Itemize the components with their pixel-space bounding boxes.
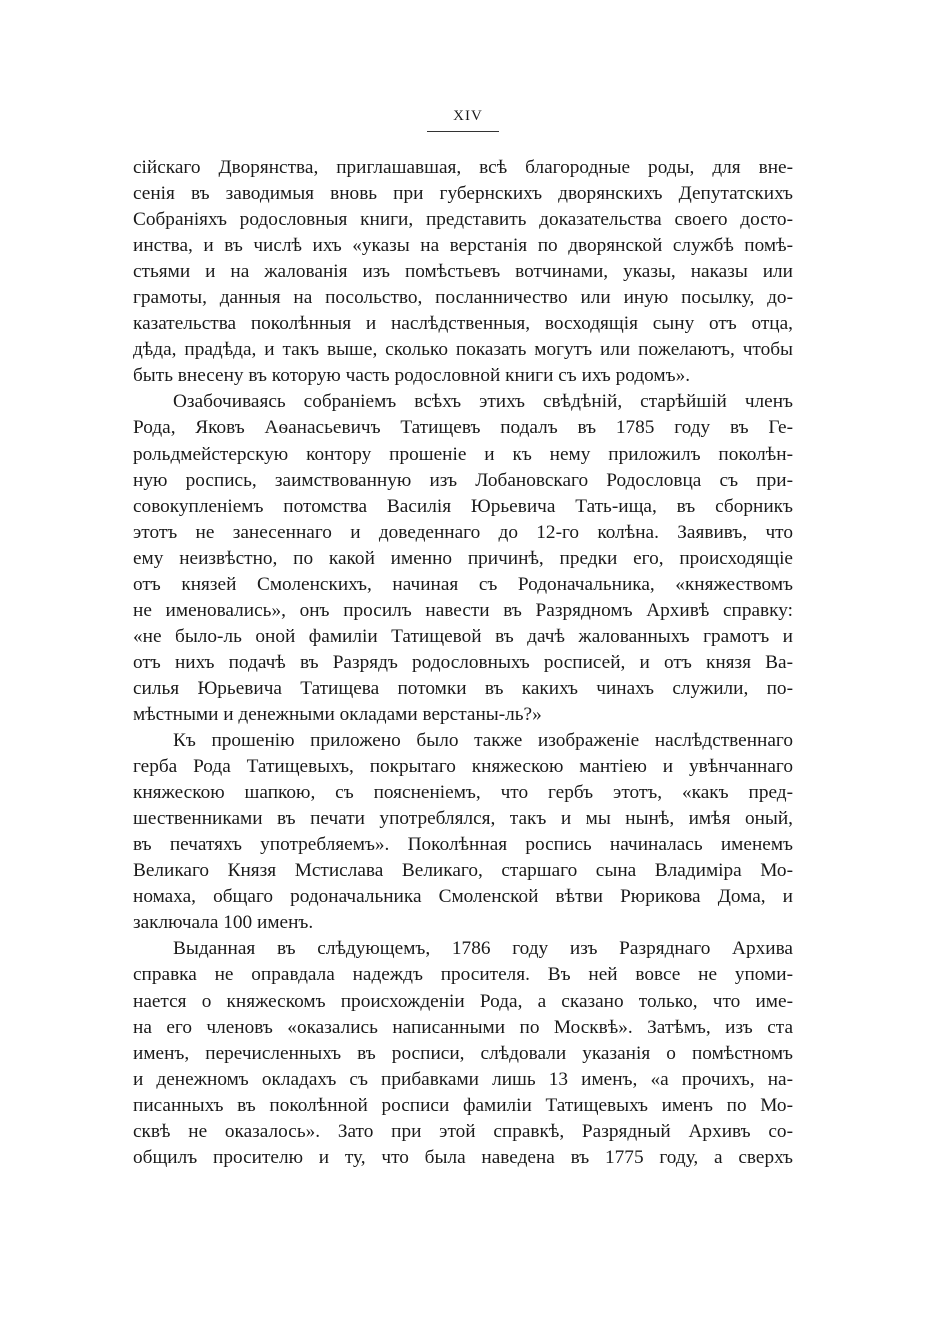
text-line: мѣстными и денежными окладами верстаны-ль?» <box>133 703 542 725</box>
text-line: Къ прошенію приложено было также изображеніе наслѣдственнаго <box>173 730 793 752</box>
text-line: шественниками въ печати употреблялся, такъ и мы нынѣ, имѣя оный, <box>133 808 793 830</box>
paragraph-2 <box>133 389 793 728</box>
text-line: именъ, перечисленныхъ въ росписи, слѣдовали указанія о помѣстномъ <box>133 1042 793 1064</box>
text-line: отъ нихъ подачѣ въ Разрядъ родословныхъ росписей, и отъ князя Ва- <box>133 651 793 673</box>
text-line: рольдмейстерскую контору прошеніе и къ нему приложилъ поколѣн- <box>133 443 793 465</box>
text-line: совокупленіемъ потомства Василія Юрьевича Тать-ища, въ сборникъ <box>133 495 793 517</box>
paragraph-3 <box>133 728 793 936</box>
text-line: быть внесену въ которую часть родословной книги съ ихъ родомъ». <box>133 365 691 387</box>
text-line: стьями и на жалованія изъ помѣстьевъ вотчинами, указы, наказы или <box>133 261 793 283</box>
paragraph-1 <box>133 155 793 389</box>
text-line: ему неизвѣстно, по какой именно причинѣ, предки его, происходящіе <box>133 547 793 569</box>
text-line: справка не оправдала надеждъ просителя. Въ ней вовсе не упоми- <box>133 964 793 986</box>
text-line: на его членовъ «оказались написанными по Москвѣ». Затѣмъ, изъ ста <box>133 1016 793 1038</box>
text-line: Выданная въ слѣдующемъ, 1786 году изъ Разряднаго Архива <box>173 938 793 960</box>
text-line: княжескою шапкою, съ поясненіемъ, что гербъ этотъ, «какъ пред- <box>133 782 793 804</box>
text-line: Рода, Яковъ Аѳанасьевичъ Татищевъ подалъ въ 1785 году въ Ге- <box>133 417 793 439</box>
text-line: Озабочиваясь собраніемъ всѣхъ этихъ свѣдѣній, старѣйшій членъ <box>173 391 793 413</box>
text-line: сенія въ заводимыя вновь при губернскихъ дворянскихъ Депутатскихъ <box>133 183 793 205</box>
text-line: номаха, общаго родоначальника Смоленской вѣтви Рюрикова Дома, и <box>133 886 793 908</box>
text-line: дѣда, прадѣда, и такъ выше, сколько показать могутъ или пожелаютъ, чтобы <box>133 339 793 361</box>
text-line: сквѣ не оказалось». Зато при этой справкѣ, Разрядный Архивъ со- <box>133 1120 793 1142</box>
text-line: грамоты, данныя на посольство, посланничество или иную посылку, до- <box>133 287 793 309</box>
text-line: и денежномъ окладахъ съ прибавками лишь 13 именъ, «а прочихъ, на- <box>133 1068 793 1090</box>
text-line: силья Юрьевича Татищева потомки въ какихъ чинахъ служили, по- <box>133 677 793 699</box>
text-line: заключала 100 именъ. <box>133 912 314 934</box>
text-line: ную роспись, заимствованную изъ Лобановскаго Родословца съ при- <box>133 469 793 491</box>
text-line: «не было-ль оной фамиліи Татищевой въ дачѣ жалованныхъ грамотъ и <box>133 625 793 647</box>
page-number-rule <box>427 131 499 132</box>
text-line: этотъ не занесеннаго и доведеннаго до 12-го колѣна. Заявивъ, что <box>133 521 793 543</box>
text-line: Великаго Князя Мстислава Великаго, старшаго сына Владиміра Мо- <box>133 860 793 882</box>
body-text <box>133 155 793 1171</box>
text-line: писанныхъ въ поколѣнной росписи фамиліи Татищевыхъ именъ по Мо- <box>133 1094 793 1116</box>
page-number: XIV <box>453 108 483 124</box>
paragraph-4 <box>133 936 793 1170</box>
text-line: въ печатяхъ употребляемъ». Поколѣнная роспись начиналась именемъ <box>133 834 793 856</box>
text-line: отъ князей Смоленскихъ, начиная съ Родоначальника, «княжествомъ <box>133 573 793 595</box>
text-line: не именовались», онъ просилъ навести въ Разрядномъ Архивѣ справку: <box>133 599 793 621</box>
text-line: казательства поколѣнныя и наслѣдственныя, восходящія сыну отъ отца, <box>133 313 793 335</box>
text-line: инства, и въ числѣ ихъ «указы на верстанія по дворянской службѣ помѣ- <box>133 235 793 257</box>
text-line: Собраніяхъ родословныя книги, представить доказательства своего досто- <box>133 209 793 231</box>
text-line: нается о княжескомъ происхожденіи Рода, а сказано только, что име- <box>133 990 793 1012</box>
text-line: сійскаго Дворянства, приглашавшая, всѣ благородные роды, для вне- <box>133 157 793 178</box>
text-line: общилъ просителю и ту, что была наведена въ 1775 году, а сверхъ <box>133 1146 793 1168</box>
text-line: герба Рода Татищевыхъ, покрытаго княжескою мантіею и увѣнчаннаго <box>133 756 793 778</box>
